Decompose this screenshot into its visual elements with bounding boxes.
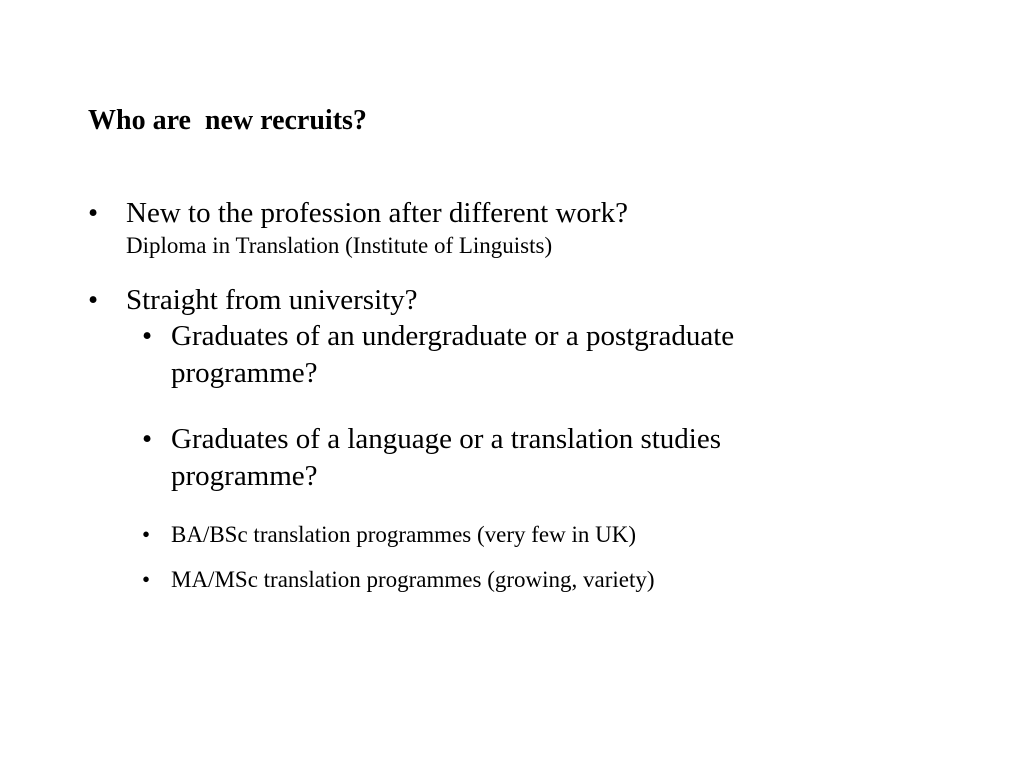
bullet-dot: • <box>142 423 153 455</box>
bullet-dot: • <box>88 284 99 316</box>
subbullet-line-2: programme? <box>171 460 318 492</box>
bullet-dot: • <box>142 522 151 547</box>
bullet-dot: • <box>142 320 153 352</box>
bullet-text: New to the profession after different work? <box>126 197 628 229</box>
subbullet-line-2: programme? <box>171 357 318 389</box>
bullet-note-diploma: Diploma in Translation (Institute of Linguists) <box>126 233 553 258</box>
bullet-dot: • <box>88 197 99 229</box>
bullet-dot: • <box>142 567 151 592</box>
subbullet-line-1: Graduates of an undergraduate or a postgraduate <box>171 320 735 352</box>
subbullet-line-1: Graduates of a language or a translation studies <box>171 423 722 455</box>
subbullet-text: MA/MSc translation programmes (growing, variety) <box>171 567 655 592</box>
subbullet-text: BA/BSc translation programmes (very few in UK) <box>171 522 637 547</box>
slide-title: Who are new recruits? <box>88 105 367 136</box>
bullet-text: Straight from university? <box>126 284 418 316</box>
